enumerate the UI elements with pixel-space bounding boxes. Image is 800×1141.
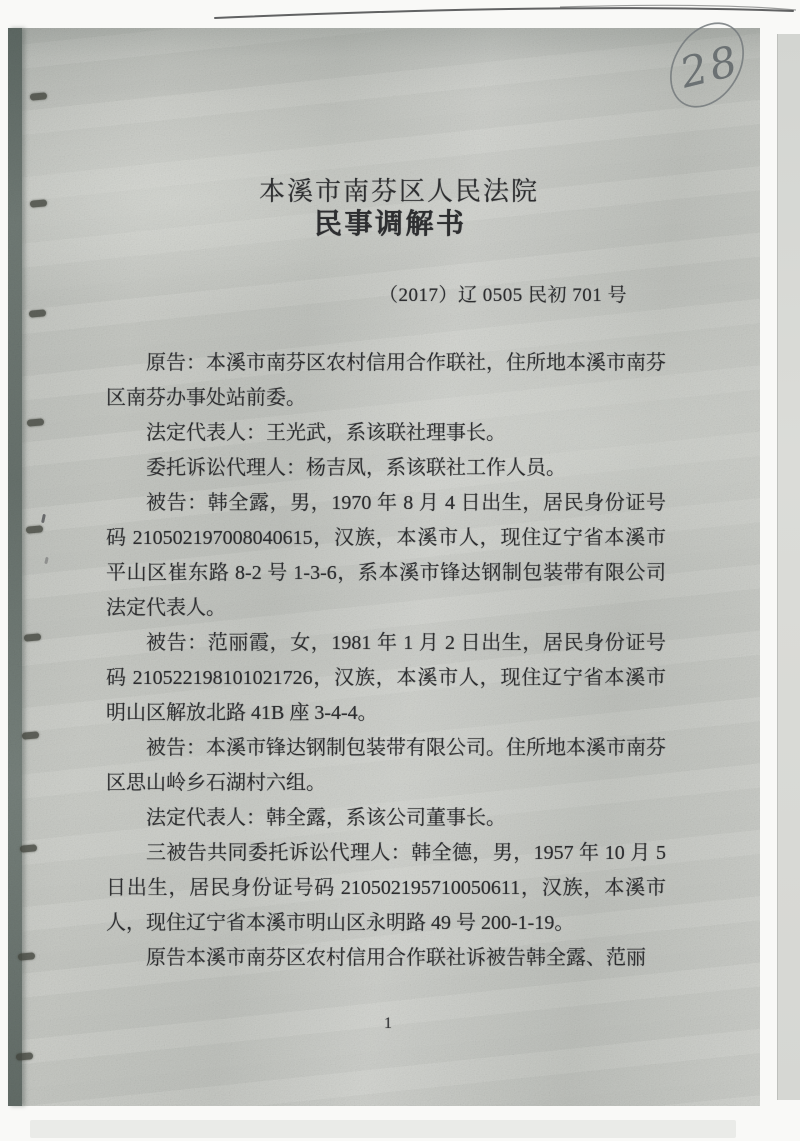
paragraph-case-intro: 原告本溪市南芬区农村信用合作联社诉被告韩全露、范丽 xyxy=(146,947,646,969)
handwritten-page-number: 28 xyxy=(675,35,745,98)
document-body xyxy=(106,346,666,976)
case-number: （2017）辽 0505 民初 701 号 xyxy=(379,285,628,306)
document-type-title: 民事调解书 xyxy=(314,209,467,240)
paragraph-legal-rep: 法定代表人：王光武，系该联社理事长。 xyxy=(146,422,506,444)
paragraph-joint-agent: 三被告共同委托诉讼代理人：韩全德，男，1957 年 10 月 5 日出生，居民身份证号码 210502195710050611，汉族，本溪市人，现住辽宁省本溪市明山区永明路 49 号 200-1-19。 xyxy=(106,842,666,934)
paragraph-company-rep: 法定代表人：韩全露，系该公司董事长。 xyxy=(146,807,506,829)
paragraph-defendant-3: 被告：本溪市锋达钢制包装带有限公司。住所地本溪市南芬区思山岭乡石湖村六组。 xyxy=(106,737,666,794)
court-name-title: 本溪市南芬区人民法院 xyxy=(259,177,540,206)
page-number: 1 xyxy=(384,1015,392,1032)
paragraph-defendant-2: 被告：范丽霞，女，1981 年 1 月 2 日出生，居民身份证号码 210522198101021726，汉族，本溪市人，现住辽宁省本溪市明山区解放北路 41B 座 3-4-4。 xyxy=(106,632,666,724)
paragraph-defendant-1: 被告：韩全露，男，1970 年 8 月 4 日出生，居民身份证号码 210502197008040615，汉族，本溪市人，现住辽宁省本溪市平山区崔东路 8-2 号 1-3-6，系本溪市锋达钢制包装带有限公司法定代表人。 xyxy=(106,492,666,619)
paragraph-plaintiff: 原告：本溪市南芬区农村信用合作联社，住所地本溪市南芬区南芬办事处站前委。 xyxy=(106,352,666,409)
paragraph-agent: 委托诉讼代理人：杨吉凤，系该联社工作人员。 xyxy=(146,457,566,479)
